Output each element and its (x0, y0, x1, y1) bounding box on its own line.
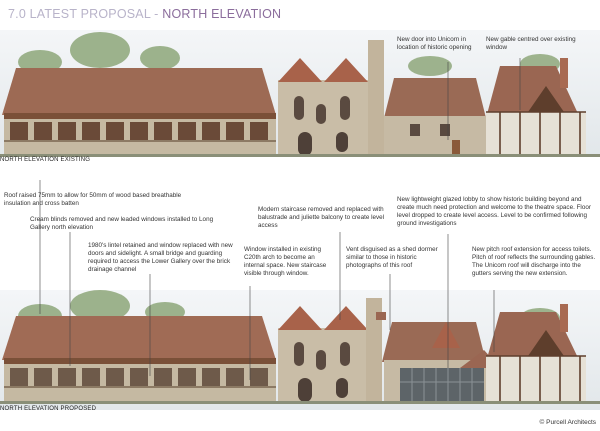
proposed-long-gallery (2, 316, 276, 402)
existing-long-gallery (2, 68, 276, 156)
note-door-unicorn: New door into Unicorn in location of historic opening (397, 36, 472, 51)
proposed-ground (0, 401, 600, 404)
label-north-elevation-proposed: NORTH ELEVATION PROPOSED (0, 406, 97, 412)
title-north-elevation: NORTH ELEVATION (162, 7, 282, 21)
note-staircase: Modern staircase removed and replaced with balustrade and juliette balcony to create level access (258, 206, 385, 229)
label-north-elevation-existing: NORTH ELEVATION EXISTING (0, 157, 91, 163)
note-lintel: 1980's lintel retained and window replaced with new doors and sidelight. A small bridge and guarding required to access the Lower Gallery over the brick drainage channel (88, 242, 233, 273)
note-gable-centred: New gable centred over existing window (486, 36, 576, 51)
note-vent: Vent disguised as a shed dormer similar to those in historic photographs of this roof (346, 246, 438, 269)
note-window-c20: Window installed in existing C20th arch to become an internal space. New staircase visible through window. (244, 246, 327, 277)
note-pitch-roof: New pitch roof extension for access toilets. Pitch of roof reflects the surrounding gables. The Unicorn roof will discharge into the gutters serving the new extension. (472, 246, 596, 277)
proposed-elevation (0, 290, 600, 410)
title-section-number: 7.0 LATEST PROPOSAL - (8, 7, 163, 21)
note-roof-raised: Roof raised 75mm to allow for 50mm of wood based breathable insulation and cross batten (4, 192, 182, 207)
note-cream-blinds: Cream blinds removed and new leaded windows installed to Long Gallery north elevation (30, 216, 214, 231)
note-glazed-lobby: New lightweight glazed lobby to show historic building beyond and create much need protection and welcome to the theatre space. Floor level dropped to create level access. Level to be confirmed following ground investigations (397, 196, 591, 227)
credit-purcell: © Purcell Architects (539, 419, 596, 426)
